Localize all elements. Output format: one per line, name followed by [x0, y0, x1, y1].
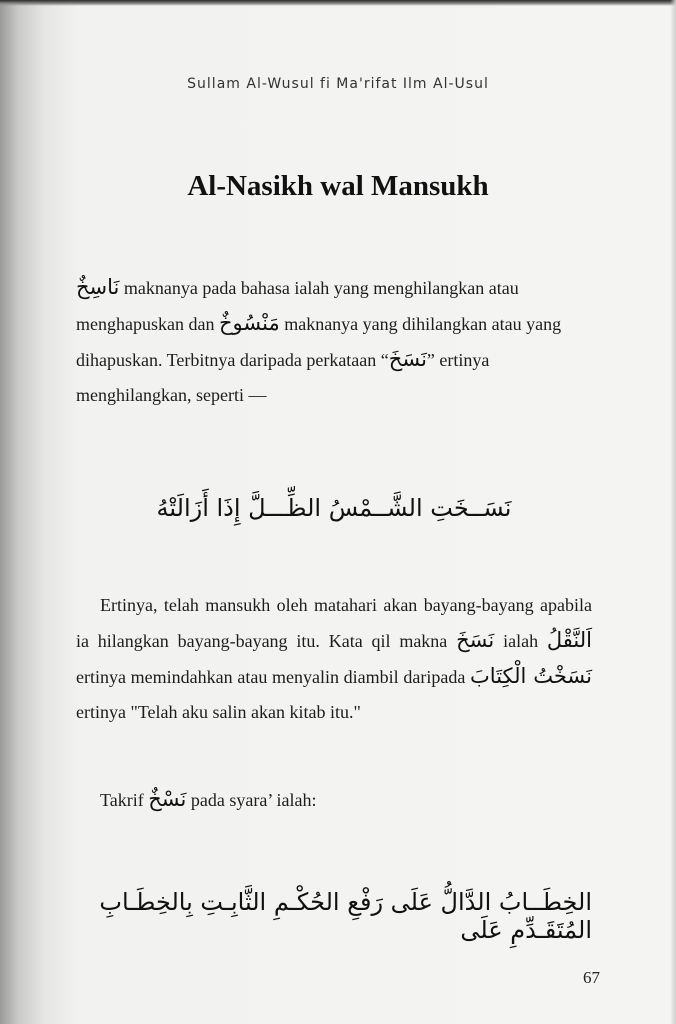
page-top-edge	[0, 0, 676, 6]
paragraph-translation	[76, 588, 592, 730]
arabic-term-naskh: نَسْخٌ	[148, 787, 187, 811]
paragraph1-text-c: ” ertinya menghilangkan, seperti —	[76, 350, 490, 405]
paragraph3-text-a: Takrif	[100, 790, 149, 810]
running-head: Sullam Al-Wusul fi Ma'rifat Ilm Al-Usul	[187, 76, 489, 92]
arabic-phrase-nasakhtu-al-kitab: نَسَخْتُ الْكِتَابَ	[470, 664, 592, 688]
paragraph2-text-c: ertinya memindahkan atau menyalin diambil daripada	[76, 667, 471, 687]
paragraph1-text-a: maknanya pada bahasa ialah yang menghilangkan atau menghapuskan dan	[76, 278, 519, 334]
page-right-edge	[670, 0, 676, 1024]
paragraph2-text-a: Ertinya, telah mansukh oleh matahari akan bayang-bayang apabila ia hilangkan bayang-bayang itu. Kata qil makna	[76, 595, 592, 651]
paragraph2-text-d: ertinya "Telah aku salin akan kitab itu."	[76, 702, 361, 722]
paragraph3-text-b: pada syara’ ialah:	[186, 790, 317, 810]
paragraph1-text-b: maknanya yang dihilangkan atau yang dihapuskan. Terbitnya daripada perkataan “	[76, 314, 562, 370]
page-number: 67	[583, 968, 600, 987]
arabic-term-naql: اَلنَّقْلُ	[546, 628, 592, 652]
arabic-term-nasakha-2: نَسَخَ	[456, 628, 495, 652]
arabic-term-mansukh: مَنْسُوخٌ	[218, 311, 280, 335]
arabic-term-nasikh: نَاسِخٌ	[76, 275, 120, 299]
paragraph2-text-b: ialah	[494, 631, 547, 651]
chapter-title: Al-Nasikh wal Mansukh	[187, 170, 489, 202]
arabic-term-nasakha: نَسَخَ	[388, 347, 427, 371]
arabic-definition-sentence: الخِطَــابُ الدَّالُّ عَلَى رَفْعِ الحُكْـمِ الثَّابِـتِ بِالخِطَـابِ المُتَقَـدِّمِ عَلَى	[99, 888, 592, 944]
paragraph-takrif	[76, 782, 592, 818]
arabic-example-sentence: نَسَــخَتِ الشَّــمْسُ الظِّـــلَّ إِذَا أَزَالَتْهُ	[156, 494, 512, 522]
paragraph-definition-language	[76, 270, 592, 413]
